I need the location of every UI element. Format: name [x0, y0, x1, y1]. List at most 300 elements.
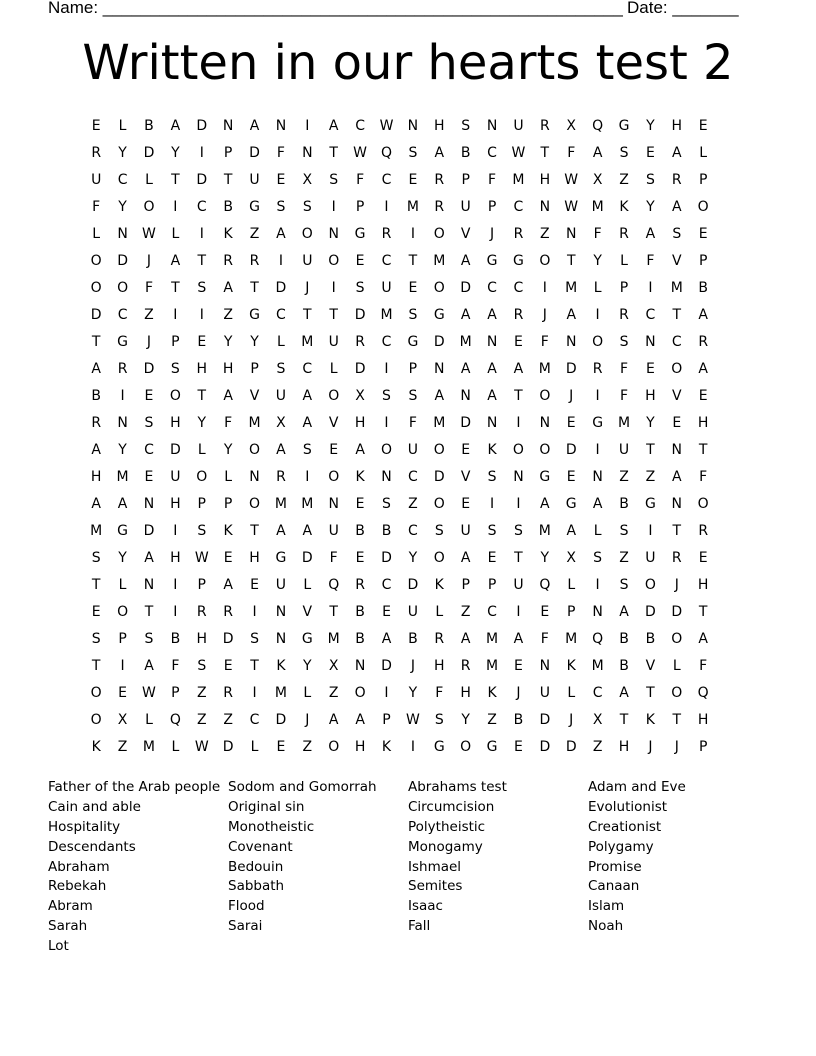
- grid-letter: J: [146, 334, 152, 350]
- grid-letter: T: [250, 658, 259, 674]
- grid-letter: D: [196, 118, 208, 134]
- grid-letter: E: [461, 442, 471, 458]
- grid-letter: S: [250, 631, 259, 647]
- grid-letter: K: [619, 199, 629, 215]
- grid-letter: E: [698, 388, 708, 404]
- grid-letter: W: [142, 226, 156, 242]
- grid-letter: H: [434, 118, 445, 134]
- word-item: Sodom and Gomorrah: [228, 779, 377, 795]
- grid-letter: L: [435, 604, 444, 620]
- grid-letter: O: [671, 361, 683, 377]
- grid-letter: I: [595, 307, 600, 323]
- word-item: Rebekah: [48, 878, 107, 895]
- word-item: Sarai: [228, 918, 263, 935]
- grid-letter: O: [328, 388, 340, 404]
- grid-letter: L: [303, 685, 312, 701]
- grid-letter: E: [276, 172, 286, 188]
- grid-letter: G: [354, 226, 366, 242]
- grid-letter: R: [592, 361, 603, 377]
- grid-letter: N: [249, 469, 260, 485]
- grid-letter: F: [435, 685, 444, 701]
- grid-letter: I: [173, 199, 178, 215]
- grid-letter: B: [223, 199, 233, 215]
- grid-letter: J: [674, 739, 679, 755]
- grid-letter: D: [275, 280, 287, 296]
- grid-letter: R: [698, 523, 709, 539]
- grid-letter: E: [566, 415, 576, 431]
- grid-letter: B: [619, 496, 629, 512]
- grid-letter: N: [117, 226, 128, 242]
- word-column: [228, 778, 408, 957]
- grid-letter: O: [354, 685, 366, 701]
- grid-letter: P: [223, 145, 233, 161]
- grid-letter: E: [645, 145, 655, 161]
- grid-letter: V: [672, 253, 682, 269]
- grid-letter: E: [118, 685, 128, 701]
- grid-letter: U: [460, 523, 471, 539]
- grid-letter: E: [408, 172, 418, 188]
- grid-letter: N: [354, 658, 366, 674]
- grid-row: [83, 599, 743, 626]
- grid-letter: M: [459, 334, 472, 350]
- grid-letter: A: [460, 307, 471, 323]
- grid-letter: W: [564, 199, 579, 215]
- grid-letter: D: [354, 361, 366, 377]
- grid-letter: B: [619, 658, 629, 674]
- grid-letter: T: [698, 604, 708, 620]
- grid-letter: U: [249, 172, 260, 188]
- grid-letter: R: [223, 604, 234, 620]
- grid-letter: L: [171, 226, 180, 242]
- grid-letter: P: [171, 685, 180, 701]
- grid-letter: S: [91, 631, 101, 647]
- grid-letter: A: [672, 469, 682, 485]
- grid-letter: M: [512, 172, 525, 188]
- grid-letter: K: [487, 685, 497, 701]
- grid-letter: E: [355, 253, 365, 269]
- grid-letter: X: [117, 712, 128, 728]
- grid-letter: A: [619, 685, 629, 701]
- grid-letter: O: [644, 577, 656, 593]
- grid-letter: C: [381, 172, 392, 188]
- grid-letter: N: [434, 361, 445, 377]
- grid-letter: H: [196, 361, 208, 377]
- grid-letter: Z: [619, 550, 629, 566]
- grid-letter: T: [514, 550, 523, 566]
- grid-letter: S: [408, 307, 418, 323]
- word-item: Covenant: [228, 838, 293, 855]
- grid-letter: R: [117, 361, 128, 377]
- grid-letter: U: [275, 388, 287, 404]
- grid-letter: S: [487, 523, 497, 539]
- grid-letter: S: [487, 469, 497, 485]
- grid-letter: I: [278, 253, 283, 269]
- grid-letter: V: [328, 415, 339, 431]
- grid-letter: N: [645, 334, 656, 350]
- grid-letter: G: [249, 199, 260, 215]
- grid-letter: S: [593, 550, 603, 566]
- grid-letter: I: [331, 280, 336, 296]
- grid-letter: D: [539, 712, 551, 728]
- grid-letter: A: [672, 145, 682, 161]
- grid-letter: D: [565, 739, 577, 755]
- word-item: Adam and Eve: [588, 779, 686, 795]
- grid-letter: O: [90, 280, 102, 296]
- grid-letter: A: [698, 631, 708, 647]
- word-item: Evolutionist: [588, 798, 668, 815]
- grid-letter: W: [379, 118, 394, 134]
- grid-letter: A: [276, 523, 286, 539]
- grid-letter: E: [223, 658, 233, 674]
- grid-letter: J: [146, 253, 152, 269]
- grid-letter: R: [460, 658, 471, 674]
- grid-letter: T: [197, 253, 207, 269]
- grid-letter: A: [170, 118, 181, 134]
- grid-letter: U: [302, 253, 313, 269]
- grid-letter: T: [91, 577, 101, 593]
- grid-letter: D: [249, 145, 260, 161]
- grid-letter: Y: [540, 550, 550, 566]
- grid-letter: G: [275, 550, 287, 566]
- grid-letter: O: [328, 253, 340, 269]
- grid-letter: N: [486, 118, 498, 134]
- grid-letter: B: [355, 523, 365, 539]
- grid-letter: H: [170, 415, 181, 431]
- grid-letter: Z: [328, 685, 339, 701]
- grid-letter: T: [672, 307, 682, 323]
- grid-letter: E: [540, 604, 550, 620]
- grid-letter: T: [329, 604, 338, 620]
- grid-letter: S: [434, 523, 444, 539]
- grid-letter: S: [144, 631, 154, 647]
- grid-letter: F: [619, 361, 629, 377]
- grid-letter: G: [539, 469, 551, 485]
- grid-letter: Z: [408, 496, 418, 512]
- grid-letter: N: [539, 199, 551, 215]
- grid-letter: E: [276, 739, 286, 755]
- grid-letter: P: [171, 334, 180, 350]
- grid-letter: O: [433, 442, 445, 458]
- grid-letter: C: [381, 334, 392, 350]
- grid-letter: Z: [223, 712, 233, 728]
- grid-letter: Q: [169, 712, 181, 728]
- grid-letter: A: [91, 496, 101, 512]
- grid-letter: G: [486, 739, 498, 755]
- grid-letter: C: [487, 145, 497, 161]
- grid-letter: M: [433, 415, 446, 431]
- grid-letter: E: [329, 442, 339, 458]
- grid-letter: M: [142, 739, 156, 755]
- grid-letter: T: [672, 523, 682, 539]
- word-item: Fall: [408, 918, 431, 935]
- word-item: Isaac: [408, 898, 443, 915]
- grid-letter: A: [672, 199, 682, 215]
- grid-letter: L: [329, 361, 338, 377]
- grid-letter: Z: [645, 469, 656, 485]
- grid-letter: U: [513, 577, 524, 593]
- grid-letter: Y: [646, 415, 655, 431]
- grid-letter: U: [539, 685, 550, 701]
- grid-letter: O: [249, 442, 261, 458]
- grid-letter: Q: [697, 685, 709, 701]
- grid-letter: L: [224, 469, 233, 485]
- grid-letter: C: [671, 334, 682, 350]
- grid-letter: O: [433, 280, 445, 296]
- grid-letter: T: [223, 172, 233, 188]
- grid-letter: B: [144, 118, 154, 134]
- grid-letter: M: [565, 280, 578, 296]
- grid-row: [83, 275, 743, 302]
- grid-letter: D: [433, 334, 445, 350]
- grid-row: [83, 410, 743, 437]
- grid-letter: H: [170, 550, 181, 566]
- grid-letter: N: [486, 415, 498, 431]
- grid-row: [83, 221, 743, 248]
- grid-letter: T: [91, 334, 101, 350]
- grid-letter: A: [592, 496, 603, 512]
- grid-letter: A: [355, 442, 365, 458]
- grid-row: [83, 464, 743, 491]
- grid-letter: S: [91, 550, 101, 566]
- grid-letter: H: [460, 685, 471, 701]
- word-column: [408, 778, 588, 957]
- grid-letter: L: [250, 739, 259, 755]
- grid-letter: C: [302, 361, 313, 377]
- grid-letter: H: [645, 388, 656, 404]
- date-line: Date: _______: [627, 0, 739, 17]
- grid-letter: R: [513, 226, 524, 242]
- word-item: Sarah: [48, 918, 88, 935]
- grid-letter: N: [539, 658, 551, 674]
- word-item: Abrahams test: [408, 779, 507, 795]
- grid-letter: H: [90, 469, 102, 485]
- grid-letter: B: [355, 604, 365, 620]
- grid-letter: R: [196, 604, 207, 620]
- grid-letter: U: [407, 604, 418, 620]
- grid-letter: P: [698, 253, 708, 269]
- grid-letter: F: [567, 145, 576, 161]
- grid-letter: T: [566, 253, 576, 269]
- grid-letter: A: [487, 361, 497, 377]
- word-item: Islam: [588, 898, 625, 915]
- grid-letter: N: [222, 118, 234, 134]
- word-item: Semites: [408, 878, 463, 895]
- grid-letter: G: [117, 523, 129, 539]
- grid-letter: K: [223, 226, 233, 242]
- grid-letter: Y: [118, 550, 127, 566]
- grid-letter: H: [170, 496, 181, 512]
- word-item: Flood: [228, 898, 265, 915]
- grid-letter: L: [92, 226, 101, 242]
- grid-letter: J: [569, 388, 574, 404]
- grid-letter: O: [697, 199, 709, 215]
- grid-letter: C: [407, 469, 418, 485]
- grid-letter: A: [698, 361, 708, 377]
- grid-letter: C: [592, 685, 603, 701]
- grid-letter: I: [331, 199, 336, 215]
- grid-letter: I: [410, 226, 415, 242]
- grid-letter: U: [170, 469, 181, 485]
- grid-letter: N: [328, 226, 339, 242]
- grid-letter: X: [592, 712, 603, 728]
- grid-letter: E: [144, 388, 154, 404]
- grid-row: [83, 356, 743, 383]
- grid-letter: L: [699, 145, 708, 161]
- grid-letter: Z: [117, 739, 128, 755]
- grid-letter: O: [196, 469, 208, 485]
- grid-letter: Q: [592, 118, 604, 134]
- grid-letter: F: [276, 145, 285, 161]
- grid-letter: P: [698, 739, 708, 755]
- grid-letter: I: [305, 469, 310, 485]
- grid-letter: E: [461, 496, 471, 512]
- grid-letter: D: [539, 739, 551, 755]
- grid-letter: G: [117, 334, 129, 350]
- grid-letter: M: [486, 658, 499, 674]
- grid-row: [83, 545, 743, 572]
- grid-letter: M: [617, 415, 631, 431]
- grid-letter: B: [645, 631, 656, 647]
- grid-letter: Y: [408, 685, 418, 701]
- grid-letter: N: [275, 118, 287, 134]
- grid-letter: R: [223, 685, 234, 701]
- grid-letter: W: [564, 172, 579, 188]
- grid-letter: R: [619, 307, 629, 323]
- grid-letter: W: [353, 145, 368, 161]
- grid-letter: D: [90, 307, 102, 323]
- grid-letter: P: [461, 577, 470, 593]
- grid-letter: Y: [303, 658, 312, 674]
- grid-letter: F: [540, 334, 549, 350]
- grid-letter: T: [329, 307, 338, 323]
- grid-letter: Z: [223, 307, 233, 323]
- grid-letter: H: [697, 415, 709, 431]
- grid-letter: A: [91, 361, 101, 377]
- grid-letter: M: [591, 658, 604, 674]
- grid-letter: N: [539, 415, 551, 431]
- grid-letter: I: [542, 280, 547, 296]
- grid-letter: J: [569, 712, 574, 728]
- grid-letter: D: [671, 604, 683, 620]
- grid-letter: O: [249, 496, 261, 512]
- grid-letter: B: [460, 145, 471, 161]
- grid-letter: Z: [196, 685, 207, 701]
- grid-letter: A: [302, 523, 313, 539]
- grid-letter: I: [199, 307, 204, 323]
- grid-letter: E: [514, 658, 523, 674]
- grid-row: [83, 518, 743, 545]
- grid-row: [83, 302, 743, 329]
- word-item: Polygamy: [588, 838, 654, 855]
- grid-letter: M: [406, 199, 419, 215]
- grid-letter: H: [196, 631, 208, 647]
- grid-letter: I: [199, 226, 204, 242]
- grid-letter: O: [539, 442, 551, 458]
- grid-letter: M: [565, 631, 578, 647]
- grid-letter: A: [249, 118, 260, 134]
- word-item: Lot: [48, 938, 69, 955]
- grid-letter: T: [197, 388, 207, 404]
- grid-letter: F: [224, 415, 233, 431]
- grid-letter: G: [486, 253, 498, 269]
- grid-letter: E: [250, 577, 259, 593]
- grid-letter: V: [460, 469, 471, 485]
- grid-letter: B: [355, 631, 365, 647]
- grid-letter: P: [408, 361, 418, 377]
- word-item: Sabbath: [228, 878, 285, 895]
- word-item: Father of the Arab people: [48, 779, 221, 795]
- word-column: [588, 778, 768, 957]
- grid-letter: D: [196, 172, 208, 188]
- grid-letter: Z: [460, 604, 471, 620]
- grid-letter: N: [513, 469, 524, 485]
- grid-letter: H: [354, 415, 366, 431]
- grid-letter: D: [381, 658, 392, 674]
- grid-letter: J: [542, 307, 547, 323]
- grid-letter: A: [566, 523, 577, 539]
- grid-letter: D: [275, 712, 287, 728]
- grid-letter: L: [567, 577, 576, 593]
- grid-letter: T: [329, 145, 338, 161]
- grid-row: [83, 653, 743, 680]
- grid-letter: D: [117, 253, 128, 269]
- grid-letter: A: [144, 658, 154, 674]
- grid-letter: N: [407, 118, 419, 134]
- grid-letter: T: [250, 280, 259, 296]
- grid-letter: S: [619, 145, 629, 161]
- grid-letter: A: [355, 712, 365, 728]
- grid-letter: Z: [592, 739, 603, 755]
- grid-letter: X: [355, 388, 365, 404]
- grid-letter: C: [117, 307, 128, 323]
- grid-letter: D: [143, 361, 155, 377]
- grid-letter: H: [222, 361, 234, 377]
- grid-letter: T: [646, 442, 655, 458]
- grid-letter: N: [143, 496, 155, 512]
- grid-letter: L: [197, 442, 206, 458]
- grid-letter: B: [513, 712, 524, 728]
- grid-letter: I: [410, 739, 415, 755]
- grid-letter: A: [223, 577, 233, 593]
- grid-row: [83, 248, 743, 275]
- grid-letter: B: [408, 631, 418, 647]
- grid-letter: E: [91, 604, 101, 620]
- grid-letter: P: [461, 172, 470, 188]
- grid-letter: O: [90, 712, 102, 728]
- grid-letter: Y: [250, 334, 259, 350]
- grid-letter: F: [699, 469, 708, 485]
- grid-letter: U: [91, 172, 102, 188]
- grid-letter: A: [117, 496, 128, 512]
- grid-letter: X: [328, 658, 339, 674]
- grid-letter: E: [514, 334, 523, 350]
- grid-letter: H: [539, 172, 551, 188]
- grid-letter: O: [143, 199, 155, 215]
- grid-letter: I: [120, 388, 125, 404]
- grid-letter: T: [540, 145, 550, 161]
- grid-letter: E: [223, 550, 233, 566]
- grid-letter: N: [460, 388, 471, 404]
- grid-letter: T: [646, 685, 655, 701]
- grid-letter: Z: [302, 739, 313, 755]
- grid-letter: D: [565, 442, 577, 458]
- grid-letter: A: [513, 361, 524, 377]
- grid-letter: A: [434, 145, 445, 161]
- grid-letter: U: [328, 334, 339, 350]
- grid-letter: S: [514, 523, 523, 539]
- grid-letter: A: [592, 145, 603, 161]
- grid-row: [83, 734, 743, 761]
